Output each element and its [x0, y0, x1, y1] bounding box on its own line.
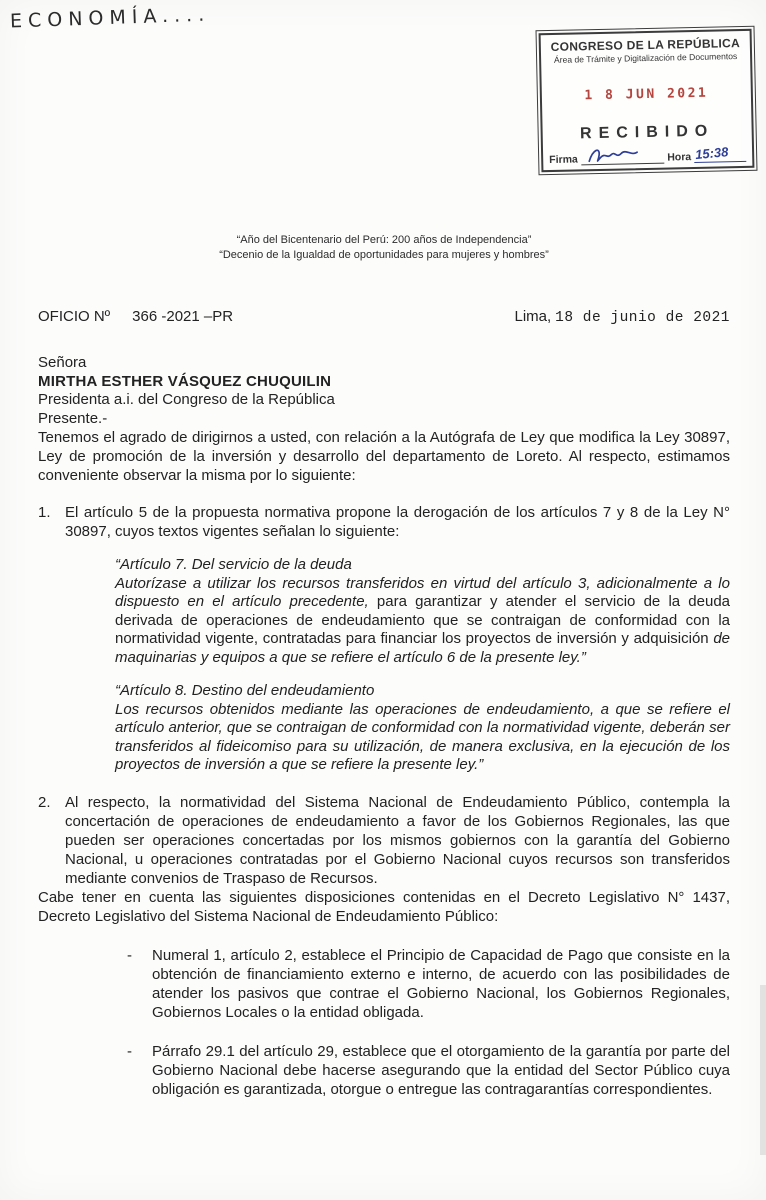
quote-articulo-7-title: “Artículo 7. Del servicio de la deuda: [115, 556, 352, 573]
intro-paragraph: Tenemos el agrado de dirigirnos a usted, con relación a la Autógrafa de Ley que modifica la Ley 30897, Ley de promoción de la inversión y desarrollo del departamento de Loreto. Al respecto, estimamos conveniente observar la misma por lo siguiente:: [38, 429, 730, 484]
quote-articulo-7-segment-upright: para garantizar y atender el servicio de la deuda derivada de operaciones de endeudamiento que se contraigan de conformidad con la normatividad vigente, contratadas para financiar los proyectos de inversión y adquisición: [115, 593, 731, 647]
oficio-number-block: [38, 307, 233, 326]
motto-line2: “Decenio de la Igualdad de oportunidades para mujeres y hombres”: [219, 249, 549, 261]
oficio-date: 18 de junio de 2021: [555, 310, 730, 326]
item-1-number: 1.: [38, 504, 51, 521]
oficio-place: Lima,: [514, 308, 552, 325]
cabe-paragraph: Cabe tener en cuenta las siguientes disposiciones contenidas en el Decreto Legislativo N° 1437, Decreto Legislativo del Sistema Nacional de Endeudamiento Público:: [38, 888, 730, 925]
oficio-date-block: [514, 307, 730, 328]
motto-line1: “Año del Bicentenario del Perú: 200 años de Independencia”: [236, 234, 532, 246]
numbered-item-2: [38, 793, 730, 888]
stamp-hora-value: 15:38: [694, 144, 729, 163]
quote-articulo-8-title: “Artículo 8. Destino del endeudamiento: [115, 682, 375, 699]
official-mottos: [38, 233, 730, 263]
bullet-1-text: Numeral 1, artículo 2, establece el Principio de Capacidad de Pago que consiste en la obtención de financiamiento externo e interno, de acuerdo con las posibilidades de atender los pasivos que contrae el Gobierno Nacional, los Gobiernos Regionales, Gobiernos Locales o la entidad obligada.: [152, 946, 730, 1021]
numbered-item-1: [38, 503, 730, 541]
addressee-present: Presente.-: [38, 409, 108, 427]
quote-articulo-7: [115, 556, 730, 667]
handwritten-note: ECONOMÍA....: [9, 3, 211, 33]
dash-bullet-2: [127, 1042, 730, 1099]
addressee-title: Presidenta a.i. del Congreso de la República: [38, 391, 335, 408]
bullet-2-text: Párrafo 29.1 del artículo 29, establece que el otorgamiento de la garantía por parte del Gobierno Nacional debe hacerse asegurando que la entidad del Sector Público cuya obligación es garantizada, otorgue o entregue las contragarantías correspondientes.: [152, 1042, 730, 1098]
quote-articulo-7-segment-italic-1: Autorízase a utilizar los recursos transferidos en virtud del artículo 3, adicionalmente a lo dispuesto en el artículo precedente,: [115, 574, 730, 610]
quote-articulo-8: [115, 682, 730, 775]
bullet-2-dash: -: [127, 1042, 132, 1060]
stamp-institution: CONGRESO DE LA REPÚBLICA: [550, 36, 741, 54]
quote-articulo-8-text: Los recursos obtenidos mediante las operaciones de endeudamiento, a que se refiere el artículo anterior, que se contraigan de conformidad con la normatividad vigente, deberán ser transferidos al fideicomiso para su utilización, de manera exclusiva, en la ejecución de los proyectos de inversión a que se refiere la presente ley.”: [115, 700, 730, 773]
bullet-1-dash: -: [127, 946, 132, 964]
stamp-received-label: RECIBIDO: [579, 122, 715, 143]
addressee-salutation: Señora: [38, 354, 87, 371]
addressee-name: MIRTHA ESTHER VÁSQUEZ CHUQUILIN: [38, 372, 332, 390]
dash-bullet-1: [127, 946, 730, 1022]
quote-articulo-7-segment-italic-2: de maquinarias y equipos a que se refiere el artículo 6 de la presente ley.”: [115, 630, 730, 666]
oficio-number: 366 -2021 –PR: [132, 308, 234, 325]
item-1-text: El artículo 5 de la propuesta normativa propone la derogación de los artículos 7 y 8 de la Ley N° 30897, cuyos textos vigentes señalan lo siguiente:: [65, 504, 730, 540]
addressee-block: [38, 354, 730, 428]
stamp-office: Área de Trámite y Digitalización de Documentos: [553, 51, 738, 65]
stamp-date-received: 1 8 JUN 2021: [584, 85, 709, 104]
item-2-number: 2.: [38, 793, 51, 811]
oficio-label: OFICIO Nº: [38, 308, 111, 325]
stamp-hora-label: Hora: [667, 151, 692, 164]
item-2-text: Al respecto, la normatividad del Sistema Nacional de Endeudamiento Público, contempla la concertación de operaciones de endeudamiento a favor de los Gobiernos Regionales, las que pueden ser operaciones concertadas por los mismos gobiernos con la garantía del Gobierno Nacional, u operaciones contratadas por el Gobierno Nacional cuyos recursos son transferidos mediante convenios de Traspaso de Recursos.: [65, 793, 730, 887]
scan-artifact: [760, 985, 766, 1155]
stamp-firma-label: Firma: [549, 153, 578, 167]
oficio-header-row: [38, 307, 730, 328]
